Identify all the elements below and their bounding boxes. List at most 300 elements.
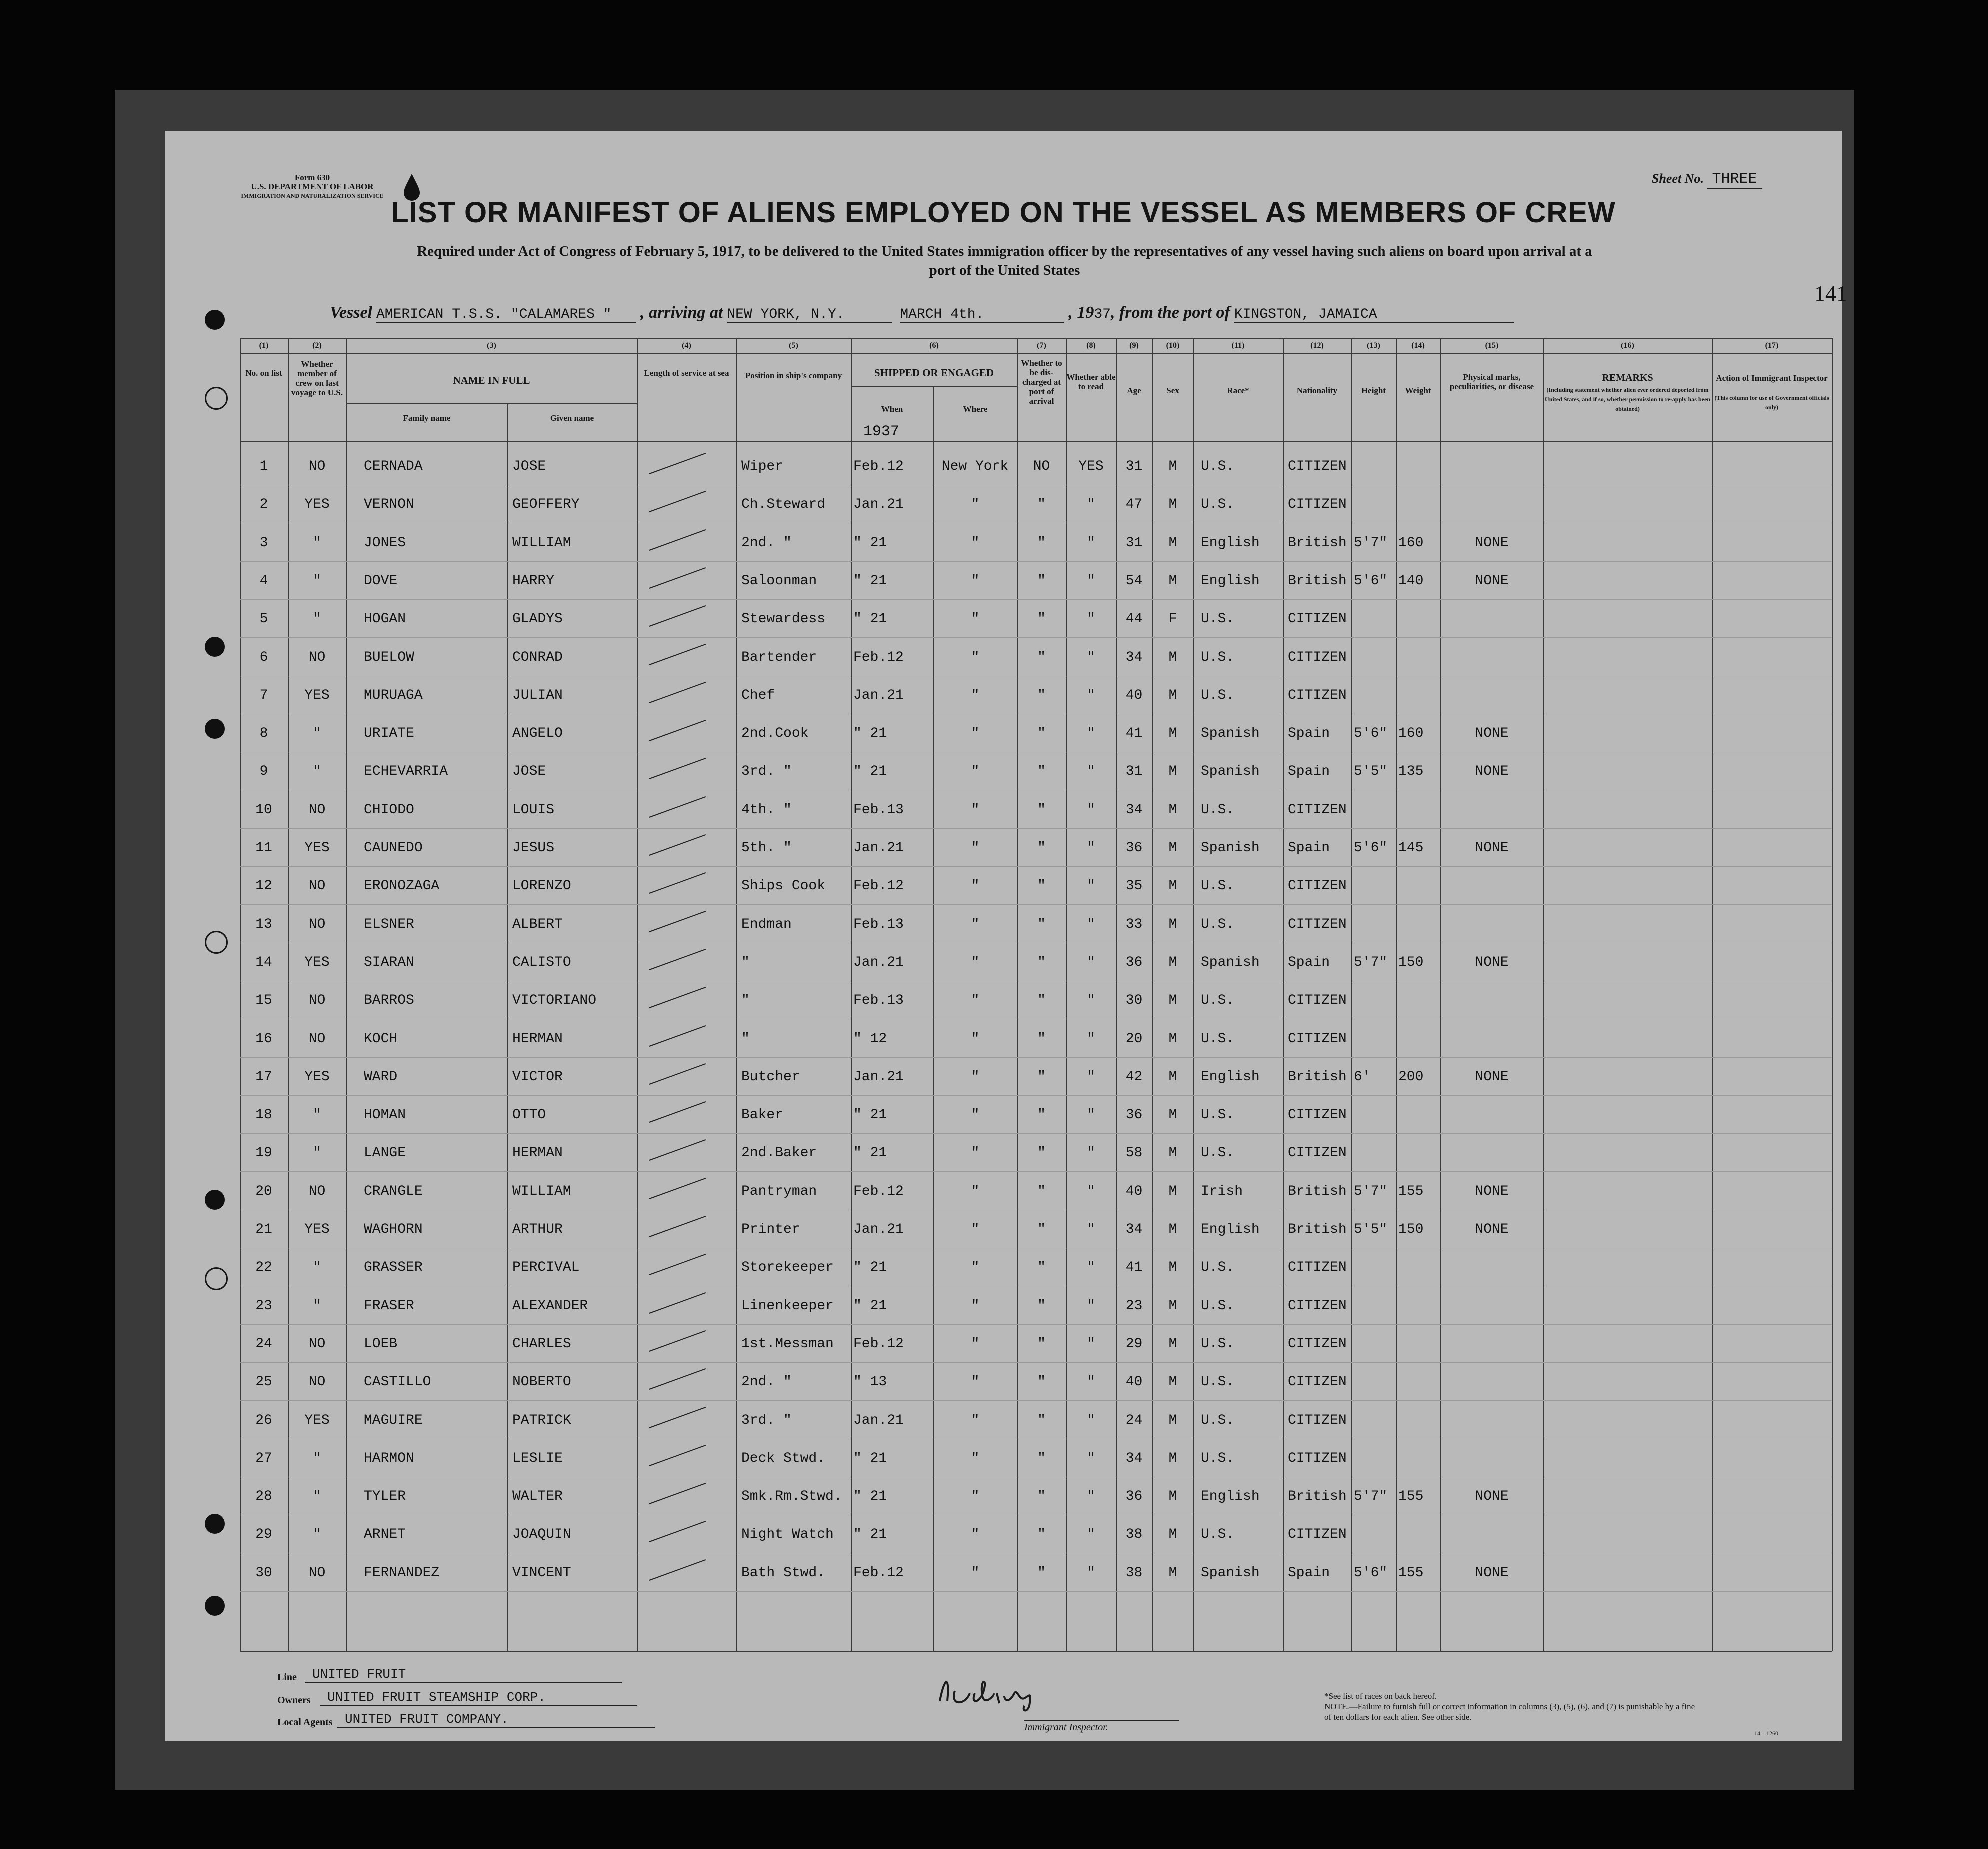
row-given-name: NOBERTO bbox=[512, 1374, 571, 1390]
row-shipped-when: " 21 bbox=[853, 1451, 887, 1466]
row-rule bbox=[240, 637, 1832, 638]
row-physical-marks: NONE bbox=[1475, 764, 1509, 779]
row-race: Spanish bbox=[1201, 840, 1260, 856]
row-shipped-where: " bbox=[971, 688, 980, 703]
row-nationality: Spain bbox=[1288, 840, 1330, 856]
row-able-to-read: " bbox=[1087, 1336, 1095, 1352]
row-number: 14 bbox=[255, 955, 272, 970]
row-shipped-when: Feb.13 bbox=[853, 993, 904, 1008]
row-age: 58 bbox=[1125, 1145, 1143, 1161]
row-discharged: " bbox=[1037, 611, 1046, 627]
row-discharged: " bbox=[1037, 802, 1046, 818]
row-number: 10 bbox=[255, 802, 272, 818]
row-able-to-read: " bbox=[1087, 1527, 1095, 1542]
row-position: 3rd. " bbox=[741, 764, 792, 779]
row-discharged: " bbox=[1037, 1336, 1046, 1352]
length-of-service-slash bbox=[649, 1139, 706, 1161]
row-shipped-where: " bbox=[971, 1222, 980, 1237]
header-when: When bbox=[881, 404, 903, 414]
row-given-name: PERCIVAL bbox=[512, 1260, 580, 1275]
row-nationality: CITIZEN bbox=[1288, 1413, 1347, 1428]
length-of-service-slash bbox=[649, 1330, 706, 1352]
row-shipped-where: " bbox=[971, 611, 980, 627]
row-given-name: LORENZO bbox=[512, 878, 571, 894]
row-age: 34 bbox=[1125, 1222, 1143, 1237]
row-race: Spanish bbox=[1201, 726, 1260, 741]
length-of-service-slash bbox=[649, 949, 706, 970]
row-nationality: Spain bbox=[1288, 1565, 1330, 1581]
row-shipped-when: Feb.13 bbox=[853, 917, 904, 932]
row-height: 5'5" bbox=[1354, 1222, 1388, 1237]
row-previous-voyage: " bbox=[313, 764, 321, 779]
row-shipped-where: " bbox=[971, 1107, 980, 1123]
row-number: 23 bbox=[255, 1298, 272, 1314]
row-age: 34 bbox=[1125, 650, 1143, 665]
row-position: Bartender bbox=[741, 650, 817, 665]
row-able-to-read: " bbox=[1087, 802, 1095, 818]
row-nationality: CITIZEN bbox=[1288, 611, 1347, 627]
row-shipped-where: " bbox=[971, 535, 980, 551]
row-shipped-when: Feb.12 bbox=[853, 878, 904, 894]
row-nationality: CITIZEN bbox=[1288, 1527, 1347, 1542]
length-of-service-slash bbox=[649, 1101, 706, 1123]
row-given-name: ALEXANDER bbox=[512, 1298, 588, 1314]
row-able-to-read: " bbox=[1087, 1222, 1095, 1237]
row-sex: M bbox=[1168, 1145, 1177, 1161]
row-able-to-read: " bbox=[1087, 878, 1095, 894]
department-name: U.S. DEPARTMENT OF LABOR bbox=[251, 182, 374, 191]
row-shipped-when: Jan.21 bbox=[853, 1222, 904, 1237]
owners-label: Owners bbox=[277, 1695, 311, 1706]
row-race: U.S. bbox=[1201, 1451, 1235, 1466]
header-action-inspector: Action of Immigrant Inspector bbox=[1716, 373, 1828, 383]
row-position: Chef bbox=[741, 688, 775, 703]
row-given-name: LOUIS bbox=[512, 802, 555, 818]
row-able-to-read: " bbox=[1087, 1069, 1095, 1085]
row-position: Stewardess bbox=[741, 611, 826, 627]
row-weight: 155 bbox=[1398, 1184, 1424, 1199]
row-previous-voyage: NO bbox=[308, 802, 326, 818]
row-discharged: NO bbox=[1033, 459, 1050, 474]
row-nationality: Spain bbox=[1288, 955, 1330, 970]
row-sex: M bbox=[1168, 1374, 1177, 1390]
column-number-11: (11) bbox=[1231, 341, 1245, 350]
row-number: 20 bbox=[255, 1184, 272, 1199]
row-previous-voyage: YES bbox=[304, 955, 330, 970]
row-family-name: CRANGLE bbox=[364, 1184, 423, 1199]
row-position: Storekeeper bbox=[741, 1260, 834, 1275]
row-age: 47 bbox=[1125, 497, 1143, 512]
length-of-service-slash bbox=[649, 605, 706, 627]
row-height: 5'7" bbox=[1354, 955, 1388, 970]
header-shipped-engaged: SHIPPED OR ENGAGED bbox=[874, 367, 994, 379]
length-of-service-slash bbox=[649, 1521, 706, 1542]
row-family-name: KOCH bbox=[364, 1031, 398, 1047]
row-previous-voyage: " bbox=[313, 1298, 321, 1314]
row-age: 36 bbox=[1125, 1489, 1143, 1504]
row-family-name: BARROS bbox=[364, 993, 414, 1008]
row-rule bbox=[240, 866, 1832, 867]
column-number-1: (1) bbox=[259, 341, 269, 350]
column-divider bbox=[346, 338, 347, 1651]
row-race: U.S. bbox=[1201, 650, 1235, 665]
column-divider bbox=[1283, 338, 1284, 1651]
row-given-name: VICTOR bbox=[512, 1069, 563, 1085]
row-rule bbox=[240, 561, 1832, 562]
inspector-signature bbox=[930, 1666, 1059, 1716]
row-discharged: " bbox=[1037, 1222, 1046, 1237]
column-divider bbox=[1832, 338, 1833, 1651]
row-rule bbox=[240, 1095, 1832, 1096]
length-of-service-slash bbox=[649, 1292, 706, 1314]
row-rule bbox=[240, 1133, 1832, 1134]
row-able-to-read: YES bbox=[1078, 459, 1104, 474]
row-race: English bbox=[1201, 1069, 1260, 1085]
row-shipped-where: " bbox=[971, 1260, 980, 1275]
row-sex: M bbox=[1168, 573, 1177, 589]
row-given-name: VINCENT bbox=[512, 1565, 571, 1581]
row-race: U.S. bbox=[1201, 688, 1235, 703]
row-given-name: WILLIAM bbox=[512, 1184, 571, 1199]
row-position: Linenkeeper bbox=[741, 1298, 834, 1314]
column-divider bbox=[851, 338, 852, 1651]
column-number-17: (17) bbox=[1765, 341, 1779, 350]
row-previous-voyage: " bbox=[313, 1527, 321, 1542]
header-remarks-note: (Including statement whether alien ever ordered deported from United States, and if so, whether permission to re-apply has been obtained) bbox=[1545, 386, 1710, 412]
column-divider bbox=[1543, 338, 1544, 1651]
row-sex: M bbox=[1168, 802, 1177, 818]
row-race: U.S. bbox=[1201, 1298, 1235, 1314]
row-number: 26 bbox=[255, 1413, 272, 1428]
row-able-to-read: " bbox=[1087, 1413, 1095, 1428]
row-previous-voyage: " bbox=[313, 573, 321, 589]
row-shipped-where: " bbox=[971, 1527, 980, 1542]
row-weight: 160 bbox=[1398, 726, 1424, 741]
row-race: Irish bbox=[1201, 1184, 1243, 1199]
column-number-12: (12) bbox=[1310, 341, 1324, 350]
row-position: 4th. " bbox=[741, 802, 792, 818]
length-of-service-slash bbox=[649, 1483, 706, 1504]
header-nationality: Nationality bbox=[1296, 386, 1338, 395]
row-able-to-read: " bbox=[1087, 1489, 1095, 1504]
row-race: U.S. bbox=[1201, 1527, 1235, 1542]
row-physical-marks: NONE bbox=[1475, 726, 1509, 741]
row-position: " bbox=[741, 1031, 750, 1047]
row-shipped-where: New York bbox=[941, 459, 1009, 474]
row-shipped-where: " bbox=[971, 1031, 980, 1047]
row-race: U.S. bbox=[1201, 1107, 1235, 1123]
row-shipped-when: " 12 bbox=[853, 1031, 887, 1047]
row-previous-voyage: " bbox=[313, 535, 321, 551]
row-rule bbox=[240, 1057, 1832, 1058]
row-able-to-read: " bbox=[1087, 1451, 1095, 1466]
row-number: 1 bbox=[259, 459, 268, 474]
length-of-service-slash bbox=[649, 872, 706, 894]
row-number: 18 bbox=[255, 1107, 272, 1123]
row-family-name: LOEB bbox=[364, 1336, 398, 1352]
row-family-name: FRASER bbox=[364, 1298, 414, 1314]
row-age: 38 bbox=[1125, 1565, 1143, 1581]
row-able-to-read: " bbox=[1087, 650, 1095, 665]
row-number: 19 bbox=[255, 1145, 272, 1161]
header-length-of-service: Length of service at sea bbox=[644, 368, 729, 378]
row-position: Deck Stwd. bbox=[741, 1451, 826, 1466]
row-height: 5'6" bbox=[1354, 1565, 1388, 1581]
row-race: U.S. bbox=[1201, 1031, 1235, 1047]
row-age: 36 bbox=[1125, 840, 1143, 856]
row-shipped-where: " bbox=[971, 1336, 980, 1352]
row-family-name: BUELOW bbox=[364, 650, 414, 665]
row-rule bbox=[240, 1400, 1832, 1401]
row-height: 5'6" bbox=[1354, 726, 1388, 741]
row-able-to-read: " bbox=[1087, 1374, 1095, 1390]
row-able-to-read: " bbox=[1087, 917, 1095, 932]
row-weight: 200 bbox=[1398, 1069, 1424, 1085]
row-nationality: CITIZEN bbox=[1288, 802, 1347, 818]
row-number: 3 bbox=[259, 535, 268, 551]
row-shipped-when: Feb.13 bbox=[853, 802, 904, 818]
row-given-name: PATRICK bbox=[512, 1413, 571, 1428]
row-given-name: ANGELO bbox=[512, 726, 563, 741]
column-number-rule bbox=[240, 353, 1832, 354]
row-sex: M bbox=[1168, 1336, 1177, 1352]
row-discharged: " bbox=[1037, 1413, 1046, 1428]
length-of-service-slash bbox=[649, 1559, 706, 1581]
row-age: 42 bbox=[1125, 1069, 1143, 1085]
row-shipped-where: " bbox=[971, 1145, 980, 1161]
row-shipped-when: " 21 bbox=[853, 1298, 887, 1314]
punch-hole bbox=[205, 637, 225, 657]
row-discharged: " bbox=[1037, 1069, 1046, 1085]
row-sex: M bbox=[1168, 1184, 1177, 1199]
row-physical-marks: NONE bbox=[1475, 1069, 1509, 1085]
row-shipped-where: " bbox=[971, 840, 980, 856]
row-position: Saloonman bbox=[741, 573, 817, 589]
row-race: U.S. bbox=[1201, 917, 1235, 932]
header-discharged-at-port: Whether to be dis-charged at port of arrival bbox=[1021, 358, 1062, 406]
row-able-to-read: " bbox=[1087, 535, 1095, 551]
row-discharged: " bbox=[1037, 688, 1046, 703]
row-position: Baker bbox=[741, 1107, 784, 1123]
row-race: U.S. bbox=[1201, 802, 1235, 818]
row-family-name: FERNANDEZ bbox=[364, 1565, 440, 1581]
row-family-name: HOGAN bbox=[364, 611, 406, 627]
row-discharged: " bbox=[1037, 1031, 1046, 1047]
row-nationality: CITIZEN bbox=[1288, 497, 1347, 512]
row-number: 15 bbox=[255, 993, 272, 1008]
row-sex: M bbox=[1168, 917, 1177, 932]
manifest-sheet bbox=[165, 131, 1847, 1741]
row-family-name: ARNET bbox=[364, 1527, 406, 1542]
row-shipped-when: " 21 bbox=[853, 1145, 887, 1161]
length-of-service-slash bbox=[649, 720, 706, 741]
row-given-name: GEOFFERY bbox=[512, 497, 580, 512]
length-of-service-slash bbox=[649, 491, 706, 512]
row-race: U.S. bbox=[1201, 497, 1235, 512]
row-family-name: CAUNEDO bbox=[364, 840, 423, 856]
row-position: 5th. " bbox=[741, 840, 792, 856]
row-able-to-read: " bbox=[1087, 1184, 1095, 1199]
arrival-year: 37 bbox=[1094, 307, 1111, 322]
row-shipped-when: " 21 bbox=[853, 1260, 887, 1275]
row-number: 8 bbox=[259, 726, 268, 741]
row-nationality: British bbox=[1288, 573, 1347, 589]
row-family-name: ERONOZAGA bbox=[364, 878, 440, 894]
row-shipped-when: " 21 bbox=[853, 764, 887, 779]
row-given-name: JULIAN bbox=[512, 688, 563, 703]
row-position: " bbox=[741, 955, 750, 970]
row-shipped-where: " bbox=[971, 1565, 980, 1581]
row-previous-voyage: NO bbox=[308, 993, 326, 1008]
inspector-label: Immigrant Inspector. bbox=[1024, 1720, 1179, 1733]
row-position: 2nd. " bbox=[741, 1374, 792, 1390]
row-age: 23 bbox=[1125, 1298, 1143, 1314]
row-height: 5'7" bbox=[1354, 535, 1388, 551]
row-nationality: CITIZEN bbox=[1288, 1298, 1347, 1314]
row-age: 31 bbox=[1125, 764, 1143, 779]
row-previous-voyage: " bbox=[313, 611, 321, 627]
row-age: 34 bbox=[1125, 1451, 1143, 1466]
row-number: 21 bbox=[255, 1222, 272, 1237]
arriving-label: , arriving at bbox=[640, 303, 723, 322]
row-nationality: British bbox=[1288, 535, 1347, 551]
row-position: " bbox=[741, 993, 750, 1008]
header-action-note: (This column for use of Government officials only) bbox=[1714, 394, 1829, 411]
header-remarks: REMARKS bbox=[1602, 372, 1653, 383]
row-race: U.S. bbox=[1201, 1336, 1235, 1352]
row-nationality: CITIZEN bbox=[1288, 459, 1347, 474]
row-shipped-when: " 21 bbox=[853, 573, 887, 589]
punch-hole bbox=[205, 719, 225, 739]
row-race: Spanish bbox=[1201, 1565, 1260, 1581]
row-height: 5'6" bbox=[1354, 840, 1388, 856]
row-number: 22 bbox=[255, 1260, 272, 1275]
row-given-name: CHARLES bbox=[512, 1336, 571, 1352]
row-rule bbox=[240, 904, 1832, 905]
row-position: Butcher bbox=[741, 1069, 800, 1085]
row-shipped-when: Feb.12 bbox=[853, 1184, 904, 1199]
punch-hole bbox=[205, 1190, 225, 1210]
row-shipped-when: Jan.21 bbox=[853, 955, 904, 970]
row-family-name: CERNADA bbox=[364, 459, 423, 474]
row-shipped-when: " 21 bbox=[853, 1489, 887, 1504]
punch-hole-ring bbox=[205, 931, 228, 954]
header-no-on-list: No. on list bbox=[245, 368, 282, 378]
row-discharged: " bbox=[1037, 993, 1046, 1008]
row-family-name: WAGHORN bbox=[364, 1222, 423, 1237]
row-number: 6 bbox=[259, 650, 268, 665]
row-shipped-where: " bbox=[971, 573, 980, 589]
row-age: 41 bbox=[1125, 726, 1143, 741]
row-sex: M bbox=[1168, 1413, 1177, 1428]
row-discharged: " bbox=[1037, 573, 1046, 589]
row-shipped-where: " bbox=[971, 917, 980, 932]
row-age: 31 bbox=[1125, 459, 1143, 474]
row-family-name: ECHEVARRIA bbox=[364, 764, 448, 779]
length-of-service-slash bbox=[649, 911, 706, 932]
row-discharged: " bbox=[1037, 1489, 1046, 1504]
row-family-name: TYLER bbox=[364, 1489, 406, 1504]
header-able-to-read: Whether able to read bbox=[1066, 372, 1116, 391]
row-discharged: " bbox=[1037, 840, 1046, 856]
column-number-5: (5) bbox=[789, 341, 798, 350]
row-sex: M bbox=[1168, 764, 1177, 779]
row-number: 24 bbox=[255, 1336, 272, 1352]
column-number-4: (4) bbox=[682, 341, 691, 350]
row-sex: M bbox=[1168, 1069, 1177, 1085]
vessel-name: AMERICAN T.S.S. "CALAMARES " bbox=[376, 307, 636, 323]
row-race: U.S. bbox=[1201, 1145, 1235, 1161]
row-physical-marks: NONE bbox=[1475, 955, 1509, 970]
row-shipped-when: " 21 bbox=[853, 535, 887, 551]
header-height: Height bbox=[1361, 386, 1386, 395]
row-physical-marks: NONE bbox=[1475, 1565, 1509, 1581]
row-age: 29 bbox=[1125, 1336, 1143, 1352]
column-divider bbox=[1396, 338, 1397, 1651]
row-previous-voyage: NO bbox=[308, 1374, 326, 1390]
row-sex: M bbox=[1168, 497, 1177, 512]
row-number: 27 bbox=[255, 1451, 272, 1466]
row-able-to-read: " bbox=[1087, 726, 1095, 741]
row-discharged: " bbox=[1037, 1298, 1046, 1314]
row-position: 3rd. " bbox=[741, 1413, 792, 1428]
penalty-note: NOTE.—Failure to furnish full or correct information in columns (3), (5), (6), and (7) is punishable by a fine of ten dollars for each alien. See other side. bbox=[1324, 1702, 1695, 1722]
row-position: Printer bbox=[741, 1222, 800, 1237]
row-number: 13 bbox=[255, 917, 272, 932]
arrival-port: NEW YORK, N.Y. bbox=[727, 307, 892, 323]
column-number-14: (14) bbox=[1411, 341, 1425, 350]
row-able-to-read: " bbox=[1087, 688, 1095, 703]
row-shipped-where: " bbox=[971, 1184, 980, 1199]
row-number: 9 bbox=[259, 764, 268, 779]
row-weight: 155 bbox=[1398, 1565, 1424, 1581]
row-race: Spanish bbox=[1201, 955, 1260, 970]
row-able-to-read: " bbox=[1087, 1260, 1095, 1275]
row-given-name: ALBERT bbox=[512, 917, 563, 932]
row-shipped-when: " 13 bbox=[853, 1374, 887, 1390]
column-number-7: (7) bbox=[1037, 341, 1046, 350]
header-given-name: Given name bbox=[550, 413, 594, 423]
row-position: Night Watch bbox=[741, 1527, 834, 1542]
row-previous-voyage: NO bbox=[308, 1336, 326, 1352]
row-able-to-read: " bbox=[1087, 1031, 1095, 1047]
row-previous-voyage: YES bbox=[304, 688, 330, 703]
row-discharged: " bbox=[1037, 878, 1046, 894]
row-weight: 140 bbox=[1398, 573, 1424, 589]
row-number: 12 bbox=[255, 878, 272, 894]
row-physical-marks: NONE bbox=[1475, 840, 1509, 856]
row-family-name: MURUAGA bbox=[364, 688, 423, 703]
document-subtitle bbox=[255, 242, 1754, 280]
row-rule bbox=[240, 599, 1832, 600]
row-previous-voyage: YES bbox=[304, 497, 330, 512]
form-code: 14—1260 bbox=[1754, 1730, 1778, 1737]
header-position-in-company: Position in ship's company bbox=[745, 371, 842, 380]
length-of-service-slash bbox=[649, 1025, 706, 1047]
row-shipped-where: " bbox=[971, 1298, 980, 1314]
row-previous-voyage: NO bbox=[308, 459, 326, 474]
row-sex: M bbox=[1168, 650, 1177, 665]
row-age: 40 bbox=[1125, 1184, 1143, 1199]
row-family-name: URIATE bbox=[364, 726, 414, 741]
row-previous-voyage: NO bbox=[308, 917, 326, 932]
row-physical-marks: NONE bbox=[1475, 1222, 1509, 1237]
row-given-name: VICTORIANO bbox=[512, 993, 597, 1008]
row-family-name: WARD bbox=[364, 1069, 398, 1085]
column-divider bbox=[637, 338, 638, 1651]
row-nationality: CITIZEN bbox=[1288, 650, 1347, 665]
row-previous-voyage: NO bbox=[308, 878, 326, 894]
